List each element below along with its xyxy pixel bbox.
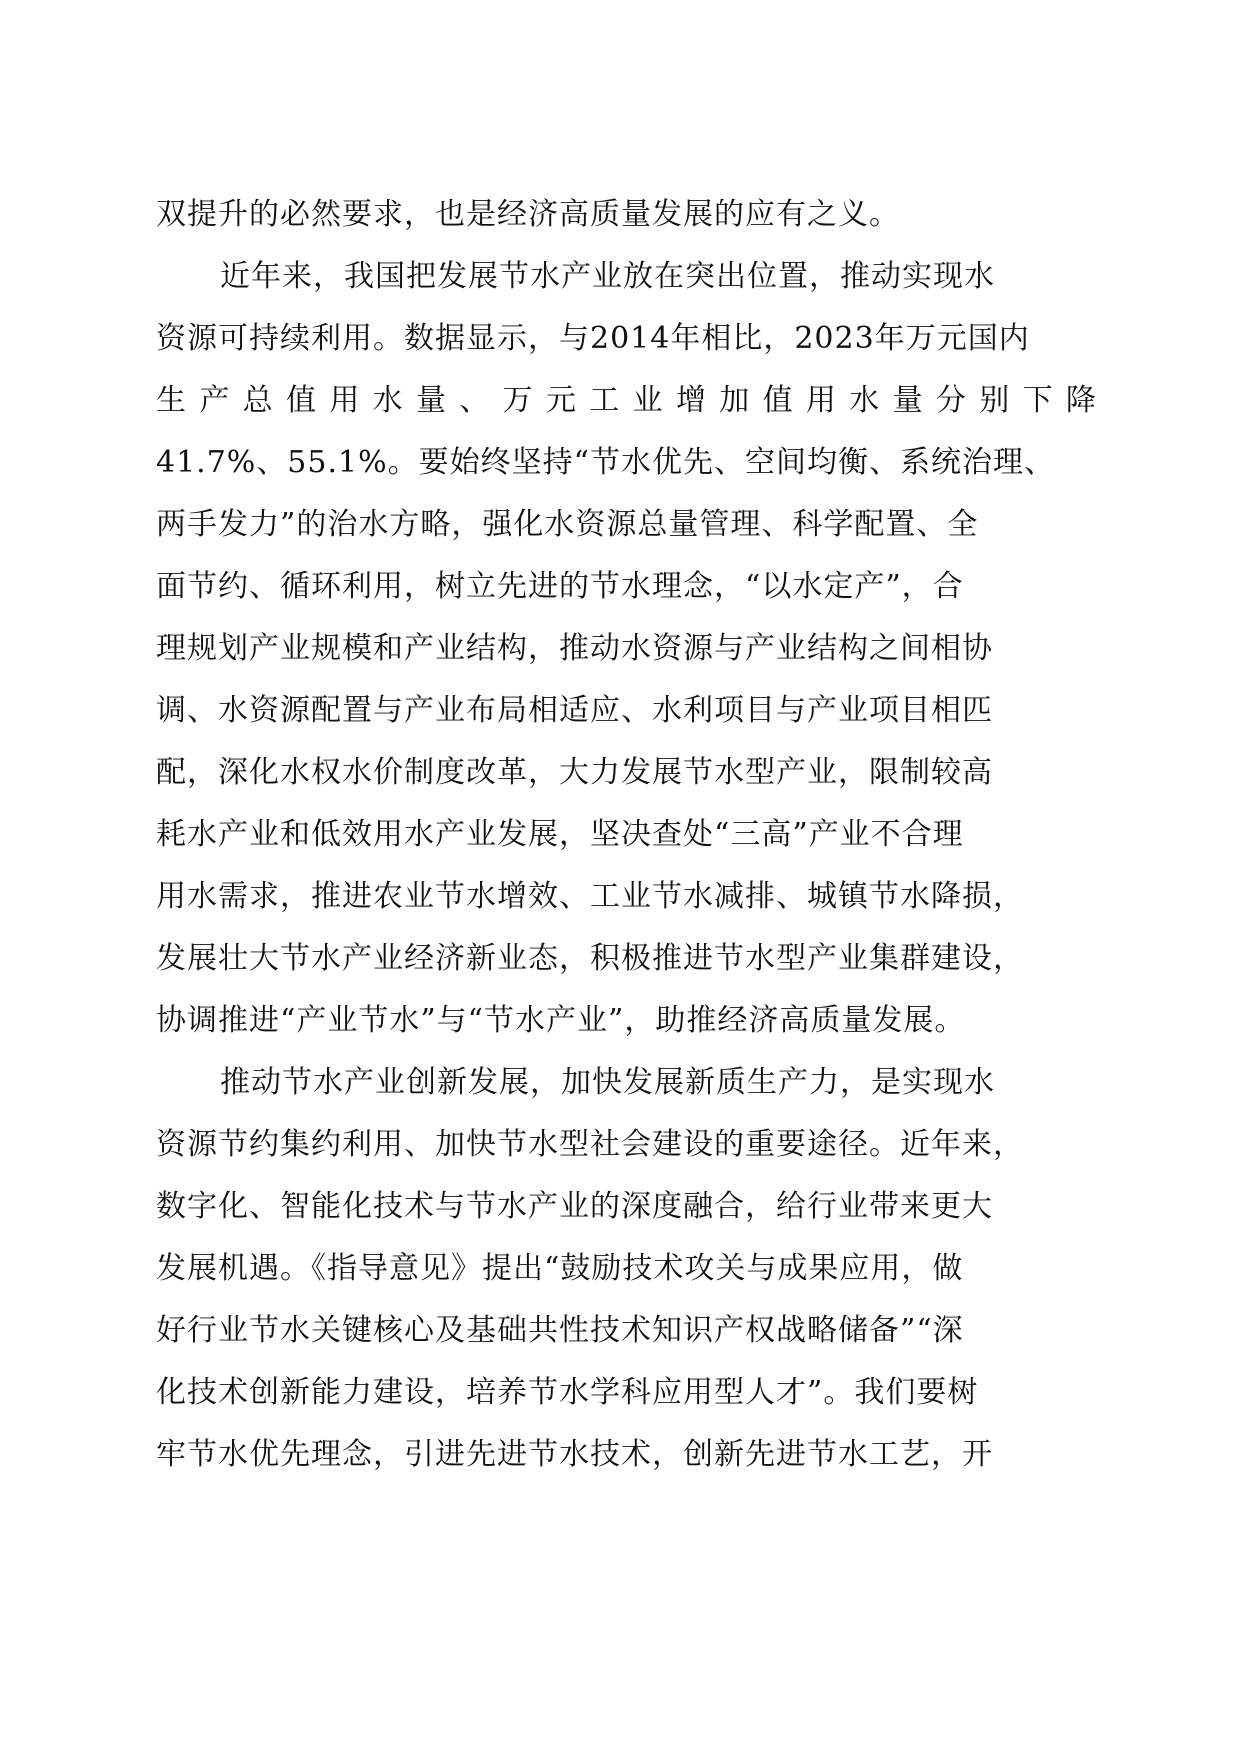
text-char: 值 [762, 383, 793, 418]
paragraph-start-line: 推动节水产业创新发展，加快发展新质生产力，是实现水 [220, 1065, 995, 1100]
text-char: 量 [892, 383, 923, 418]
text-char: 水 [849, 383, 880, 418]
text-char: 降 [1065, 383, 1096, 418]
text-char: 量 [415, 383, 446, 418]
text-line: 面节约、循环利用，树立先进的节水理念，“以水定产”，合 [156, 569, 964, 604]
text-line: 资源节约集约利用、加快节水型社会建设的重要途径。近年来， [156, 1127, 1024, 1162]
text-char: 元 [545, 383, 576, 418]
text-line: 用水需求，推进农业节水增效、工业节水减排、城镇节水降损， [156, 879, 1024, 914]
text-char: 加 [719, 383, 750, 418]
text-char: 用 [805, 383, 836, 418]
text-char: 、 [459, 383, 490, 418]
text-char: 生 [156, 383, 186, 418]
text-char: 用 [329, 383, 360, 418]
text-line: 资源可持续利用。数据显示，与2014年相比，2023年万元国内 [156, 321, 1030, 356]
text-line: 耗水产业和低效用水产业发展，坚决查处“三高”产业不合理 [156, 817, 964, 852]
text-line: 协调推进“产业节水”与“节水产业”，助推经济高质量发展。 [156, 1003, 966, 1038]
text-line: 调、水资源配置与产业布局相适应、水利项目与产业项目相匹 [156, 693, 993, 728]
justified-text-line [156, 370, 1096, 432]
text-line: 两手发力”的治水方略，强化水资源总量管理、科学配置、全 [156, 507, 979, 542]
article-body [156, 184, 1096, 1486]
text-line: 配，深化水权水价制度改革，大力发展节水型产业，限制较高 [156, 755, 993, 790]
text-char: 下 [1022, 383, 1053, 418]
text-line: 数字化、智能化技术与节水产业的深度融合，给行业带来更大 [156, 1189, 993, 1224]
text-char: 业 [632, 383, 663, 418]
text-line: 化技术创新能力建设，培养节水学科应用型人才”。我们要树 [156, 1375, 979, 1410]
text-char: 分 [935, 383, 966, 418]
text-line: 理规划产业规模和产业结构，推动水资源与产业结构之间相协 [156, 631, 993, 666]
text-line: 41.7%、55.1%。要始终坚持“节水优先、空间均衡、系统治理、 [156, 445, 1055, 480]
text-char: 万 [502, 383, 533, 418]
paragraph-start-line: 近年来，我国把发展节水产业放在突出位置，推动实现水 [220, 259, 995, 294]
text-line: 发展壮大节水产业经济新业态，积极推进节水型产业集群建设， [156, 941, 1024, 976]
text-line: 好行业节水关键核心及基础共性技术知识产权战略储备”“深 [156, 1313, 964, 1348]
text-line: 双提升的必然要求，也是经济高质量发展的应有之义。 [156, 197, 900, 232]
text-char: 总 [242, 383, 273, 418]
text-char: 工 [589, 383, 620, 418]
text-line: 牢节水优先理念，引进先进节水技术，创新先进节水工艺，开 [156, 1437, 993, 1472]
text-line: 发展机遇。《指导意见》提出“鼓励技术攻关与成果应用，做 [156, 1251, 964, 1286]
text-char: 别 [979, 383, 1010, 418]
text-char: 值 [285, 383, 316, 418]
text-char: 产 [199, 383, 230, 418]
text-char: 水 [372, 383, 403, 418]
text-char: 增 [675, 383, 706, 418]
